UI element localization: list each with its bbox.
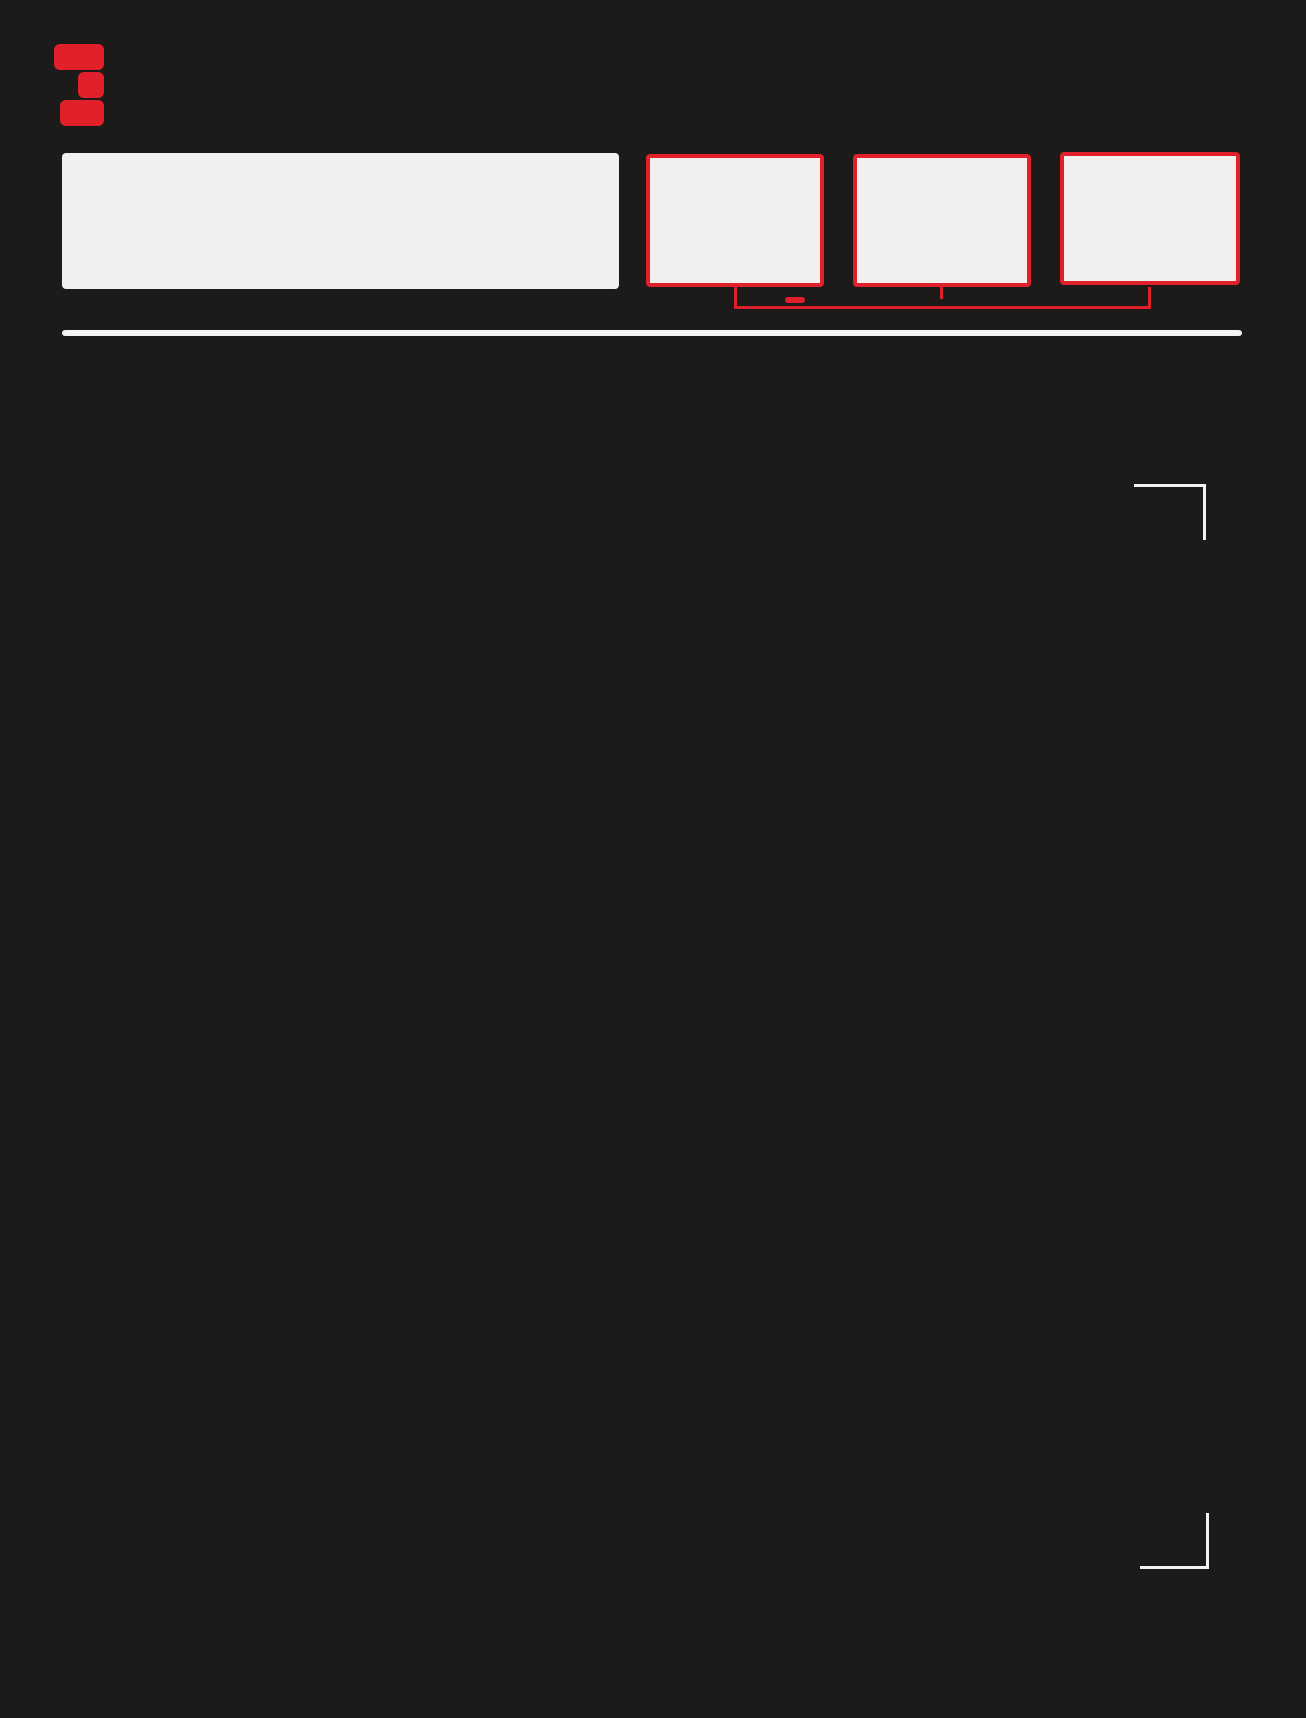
strafminuten-field[interactable] [853, 154, 1031, 287]
side-connector-bottom [1206, 1513, 1209, 1568]
endzeit-field[interactable] [646, 154, 824, 287]
gm-bracket-middle [940, 287, 943, 299]
side-connector-top-arm [1134, 484, 1206, 487]
logo-es [54, 44, 104, 70]
logo-demy [104, 72, 224, 98]
logo-ac [40, 72, 78, 98]
escape-academy-logo [40, 42, 250, 126]
teamname-field[interactable] [62, 153, 619, 289]
side-connector-bottom-arm [1140, 1566, 1209, 1569]
side-note [1188, 555, 1248, 1500]
gm-note-badge [785, 297, 805, 303]
side-connector-top [1203, 484, 1206, 540]
logo-a [78, 72, 104, 98]
gesamtzeit-field[interactable] [1060, 152, 1240, 285]
logo-pe [60, 100, 104, 126]
divider [62, 330, 1242, 336]
